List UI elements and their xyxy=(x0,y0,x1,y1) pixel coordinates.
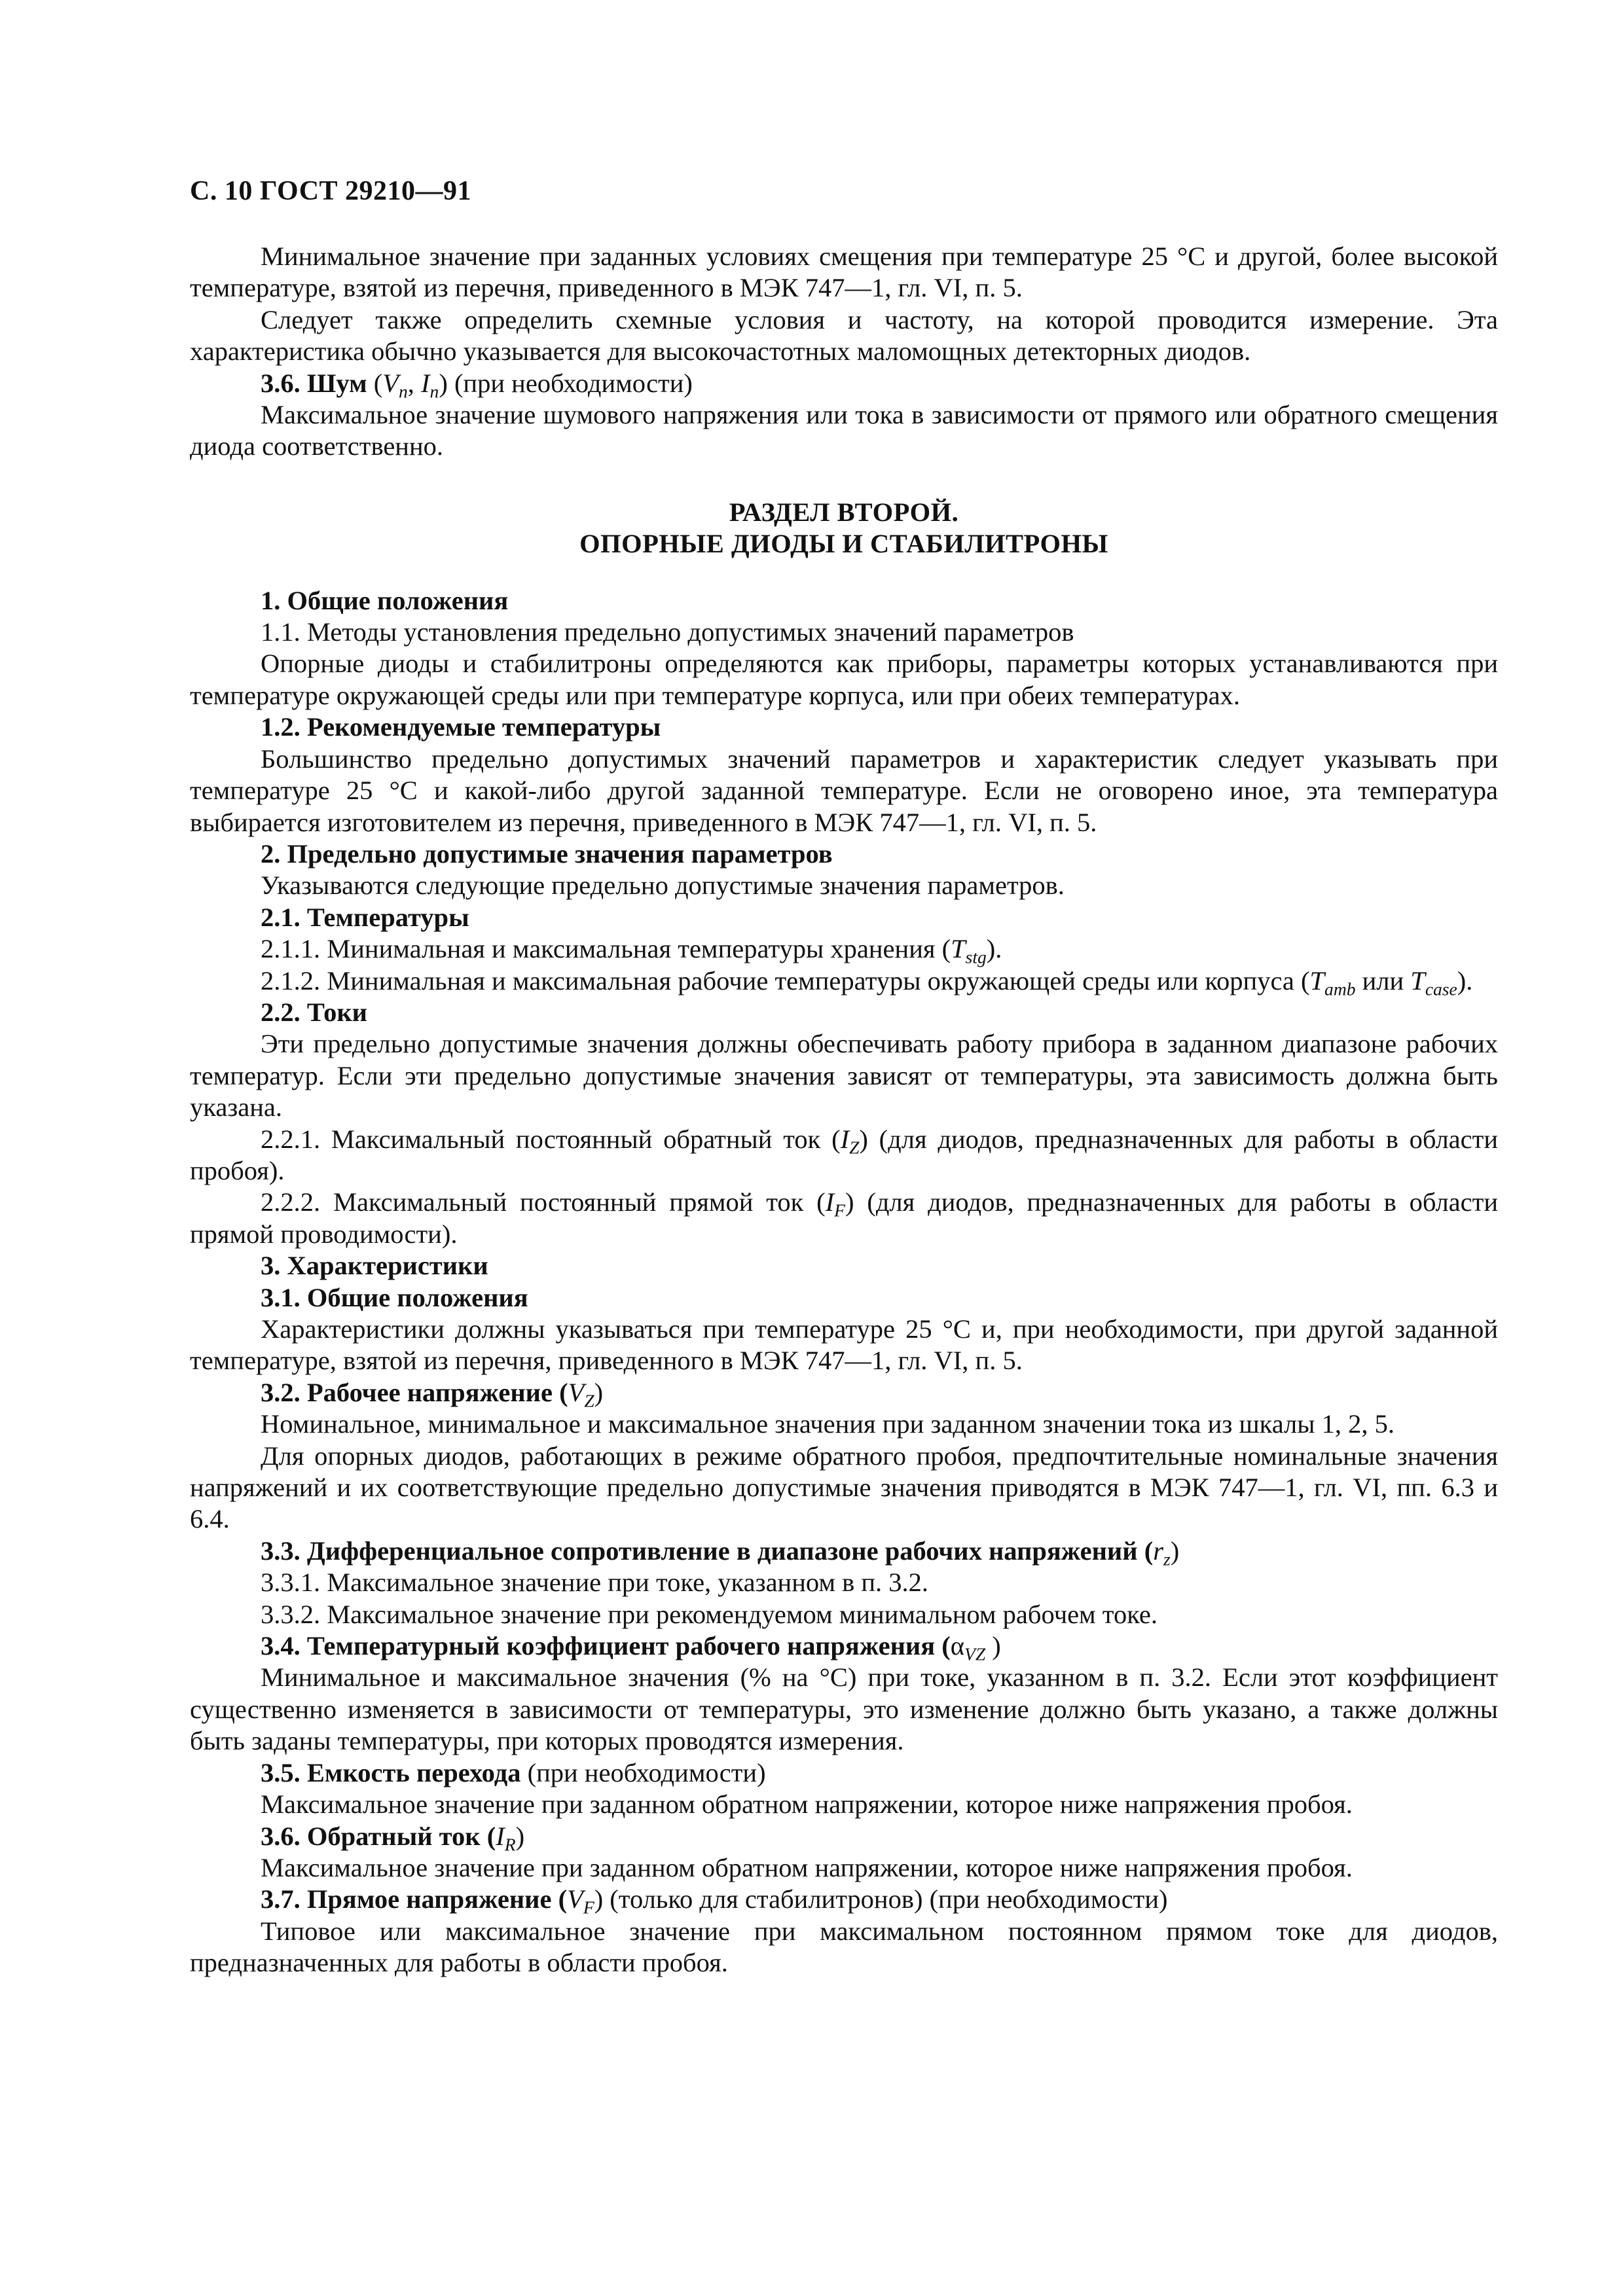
paragraph: 1.1. Методы установления предельно допустимых значений параметров xyxy=(261,617,1074,647)
paragraph: Характеристики должны указываться при температуре 25 °С и, при необходимости, при другой заданной температуре, взятой из перечня, приведенного в МЭК 747—1, гл. VI, п. 5. xyxy=(190,1314,1498,1376)
document-body xyxy=(190,241,1498,1979)
heading-2-1: 2.1. Температуры xyxy=(261,902,469,932)
heading-1: 1. Общие положения xyxy=(261,585,509,615)
paragraph: Для опорных диодов, работающих в режиме обратного пробоя, предпочтительные номинальные значения напряжений и их соответствующие предельно допустимые значения приводятся в МЭК 747—1, гл. VI, пп. 6.3 и 6.4. xyxy=(190,1441,1498,1534)
paragraph: 3.3.2. Максимальное значение при рекомендуемом минимальном рабочем токе. xyxy=(261,1599,1158,1629)
section-title-line2: ОПОРНЫЕ ДИОДЫ И СТАБИЛИТРОНЫ xyxy=(579,529,1108,559)
paragraph: Минимальное значение при заданных условиях смещения при температуре 25 °С и другой, более высокой температуре, взятой из перечня, приведенного в МЭК 747—1, гл. VI, п. 5. xyxy=(190,242,1498,303)
paragraph: Большинство предельно допустимых значений параметров и характеристик следует указывать при температуре 25 °С и какой-либо другой заданной температуре. Если не оговорено иное, эта температура выбирается изготовителем из перечня, приведенного в МЭК 747—1, гл. VI, п. 5. xyxy=(190,744,1498,837)
heading-2: 2. Предельно допустимые значения параметров xyxy=(261,838,833,869)
heading-3-4: 3.4. Температурный коэффициент рабочего напряжения ($\alpha_{VZ}$ ) xyxy=(261,1631,1001,1664)
paragraph: Минимальное и максимальное значения (% на °С) при токе, указанном в п. 3.2. Если этот коэффициент существенно изменяется в зависимости от температуры, это изменение должно быть указано, а также должны быть заданы температуры, при которых проводятся измерения. xyxy=(190,1662,1498,1756)
paragraph: Следует также определить схемные условия и частоту, на которой проводится измерение. Эта характеристика обычно указывается для высокочастотных маломощных детекторных диодов. xyxy=(190,304,1498,367)
paragraph: 2.1.2. Минимальная и максимальная рабочие температуры окружающей среды или корпуса ($T_{amb}$ или $T_{case}$). xyxy=(261,965,1473,999)
heading-3-1: 3.1. Общие положения xyxy=(261,1282,528,1312)
heading-3-3: 3.3. Дифференциальное сопротивление в диапазоне рабочих напряжений $(r_z)$ xyxy=(261,1535,1180,1570)
heading-number: 3.6. xyxy=(261,368,301,398)
paragraph: Максимальное значение при заданном обратном напряжении, которое ниже напряжения пробоя. xyxy=(261,1789,1353,1820)
paragraph: 2.2.1. Максимальный постоянный обратный ток $(I_Z)$ (для диодов, предназначенных для работы в области пробоя). xyxy=(190,1124,1498,1185)
heading-3-6-noise: 3.6. Шум ($V_n$, $I_n$) (при необходимости) xyxy=(261,368,693,401)
paragraph: 2.1.1. Минимальная и максимальная температуры хранения $(T_{stg})$. xyxy=(261,934,1002,967)
paragraph: Максимальное значение при заданном обратном напряжении, которое ниже напряжения пробоя. xyxy=(261,1852,1353,1882)
page-header: С. 10 ГОСТ 29210—91 xyxy=(190,176,472,206)
section-title-line1: РАЗДЕЛ ВТОРОЙ. xyxy=(729,497,959,527)
paragraph: Номинальное, минимальное и максимальное значения при заданном значении тока из шкалы 1, 2, 5. xyxy=(261,1409,1395,1439)
heading-3-2: 3.2. Рабочее напряжение $(V_Z)$ xyxy=(261,1377,604,1411)
heading-text: Шум xyxy=(306,368,367,398)
heading-1-2: 1.2. Рекомендуемые температуры xyxy=(261,712,661,742)
heading-3-6: 3.6. Обратный ток $(I_R)$ xyxy=(261,1821,525,1854)
heading-3: 3. Характеристики xyxy=(261,1251,488,1281)
heading-2-2: 2.2. Токи xyxy=(261,997,367,1027)
paragraph: Типовое или максимальное значение при максимальном постоянном прямом токе для диодов, предназначенных для работы в области пробоя. xyxy=(190,1916,1498,1978)
paragraph: Указываются следующие предельно допустимые значения параметров. xyxy=(261,870,1065,901)
heading-3-7: 3.7. Прямое напряжение $(V_F)$ (только для стабилитронов) (при необходимости) xyxy=(261,1884,1168,1918)
paragraph: Максимальное значение шумового напряжения или тока в зависимости от прямого или обратного смещения диода соответственно. xyxy=(190,400,1498,461)
paragraph: 3.3.1. Максимальное значение при токе, указанном в п. 3.2. xyxy=(261,1568,929,1598)
heading-3-5: 3.5. Емкость перехода (при необходимости) xyxy=(261,1757,766,1787)
paragraph: 2.2.2. Максимальный постоянный прямой ток $(I_F)$ (для диодов, предназначенных для работы в области прямой проводимости). xyxy=(190,1187,1498,1249)
paragraph: Опорные диоды и стабилитроны определяются как приборы, параметры которых устанавливаются при температуре окружающей среды или при температуре корпуса, или при обеих температурах. xyxy=(190,649,1498,710)
paragraph: Эти предельно допустимые значения должны обеспечивать работу прибора в заданном диапазоне рабочих температур. Если эти предельно допустимые значения зависят от температуры, эта зависимость должна быть указана. xyxy=(190,1029,1498,1122)
